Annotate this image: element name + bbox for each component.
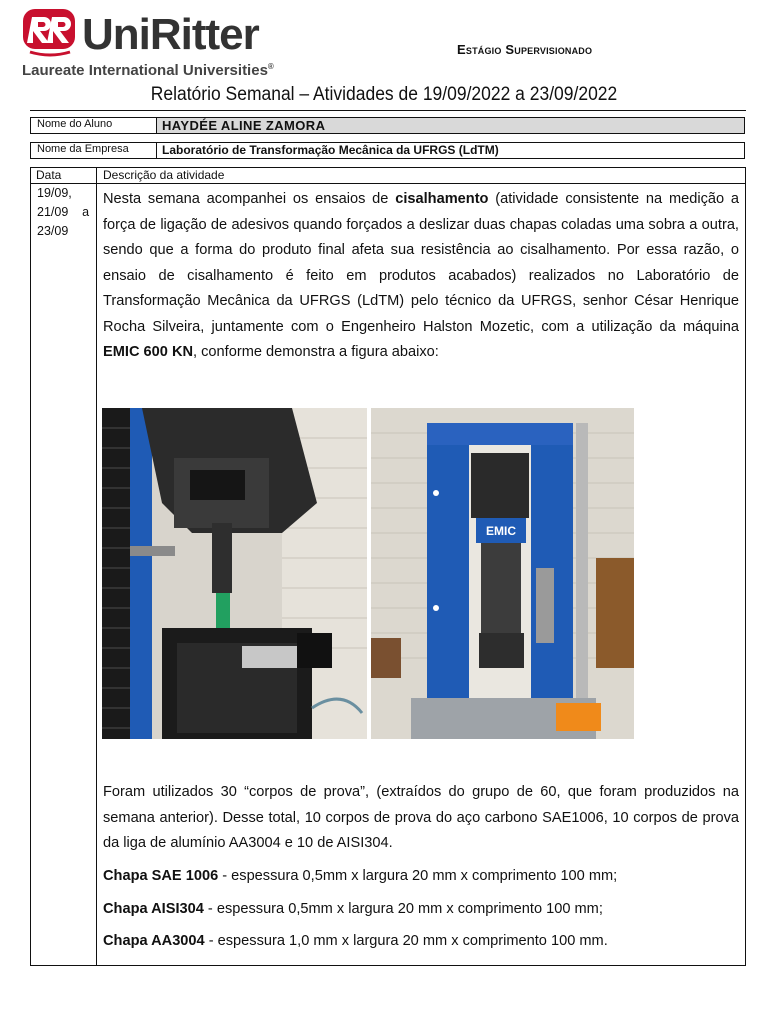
para1-text-1: Nesta semana acompanhei os ensaios de bbox=[103, 191, 396, 207]
company-row bbox=[30, 142, 745, 159]
company-name: Laboratório de Transformação Mecânica da UFRGS (LdTM) bbox=[162, 143, 499, 157]
spec-item bbox=[103, 866, 739, 886]
header-divider bbox=[31, 183, 745, 184]
emic-logo-label: EMIC bbox=[486, 524, 516, 538]
date-line: 21/09 a bbox=[37, 205, 90, 219]
uniritter-logo-mark-icon bbox=[22, 8, 78, 58]
section-label bbox=[457, 42, 592, 57]
spec-item bbox=[103, 899, 739, 919]
report-title: Relatório Semanal – Atividades de 19/09/2022 a 23/09/2022 bbox=[150, 84, 618, 105]
section-label-text: Estágio Supervisionado bbox=[457, 42, 593, 57]
student-row bbox=[30, 117, 745, 134]
activity-paragraph-1 bbox=[103, 187, 739, 366]
machine-name: EMIC 600 KN bbox=[103, 344, 194, 360]
emic-machine-photo bbox=[371, 408, 634, 739]
date-column-header: Data bbox=[36, 168, 62, 182]
spec-item bbox=[103, 931, 739, 951]
activity-table bbox=[30, 167, 746, 966]
brand-subtitle bbox=[22, 62, 274, 79]
term-cisalhamento: cisalhamento bbox=[395, 191, 489, 207]
date-cell bbox=[37, 184, 93, 241]
brand-name: UniRitter bbox=[82, 10, 259, 59]
spec-detail: - espessura 0,5mm x largura 20 mm x comprimento 100 mm; bbox=[218, 868, 618, 884]
spec-name: Chapa AISI304 bbox=[103, 901, 204, 917]
description-column-header: Descrição da atividade bbox=[103, 168, 225, 182]
student-name: HAYDÉE ALINE ZAMORA bbox=[157, 118, 744, 133]
company-label: Nome da Empresa bbox=[31, 143, 157, 158]
uniritter-logo bbox=[22, 8, 312, 84]
student-label: Nome do Aluno bbox=[31, 118, 157, 133]
activity-paragraph-2: Foram utilizados 30 “corpos de prova”, (extraídos do grupo de 60, que foram produzidos na semana anterior). Desse total, 10 corpos de prova do aço carbono SAE1006, 10 corpos de prova da liga de alumínio AA3004 e 10 de AISI304. bbox=[103, 784, 739, 851]
shear-test-closeup-photo bbox=[102, 408, 367, 739]
brand-subtitle-text: Laureate International Universities bbox=[22, 62, 268, 79]
spec-detail: - espessura 1,0 mm x largura 20 mm x comprimento 100 mm. bbox=[204, 933, 608, 949]
date-line: 23/09 bbox=[37, 224, 69, 238]
column-divider bbox=[96, 168, 97, 965]
title-underline bbox=[30, 110, 746, 111]
date-line: 19/09, bbox=[37, 186, 72, 200]
para1-text-2: (atividade consistente na medição a força de ligação de adesivos quando forçados a deslizar duas chapas coladas uma sobra a outra, sendo que a forma do produto final afeta sua resistência ao cisalhamento. Por essa razão, o ensaio de cisalhamento é feito em produtos acabados) realizados no Laboratório de Transformação Mecânica da UFRGS (LdTM) pelo técnico da UFRGS, senhor César Henrique Rocha Silveira, juntamente com o Engenheiro Halston Mozetic, com a utilização da máquina bbox=[103, 191, 740, 335]
spec-detail: - espessura 0,5mm x largura 20 mm x comprimento 100 mm; bbox=[203, 901, 603, 917]
registered-mark: ® bbox=[267, 62, 274, 71]
para1-text-3: , conforme demonstra a figura abaixo: bbox=[193, 344, 439, 360]
spec-name: Chapa AA3004 bbox=[103, 933, 205, 949]
spec-name: Chapa SAE 1006 bbox=[103, 868, 219, 884]
